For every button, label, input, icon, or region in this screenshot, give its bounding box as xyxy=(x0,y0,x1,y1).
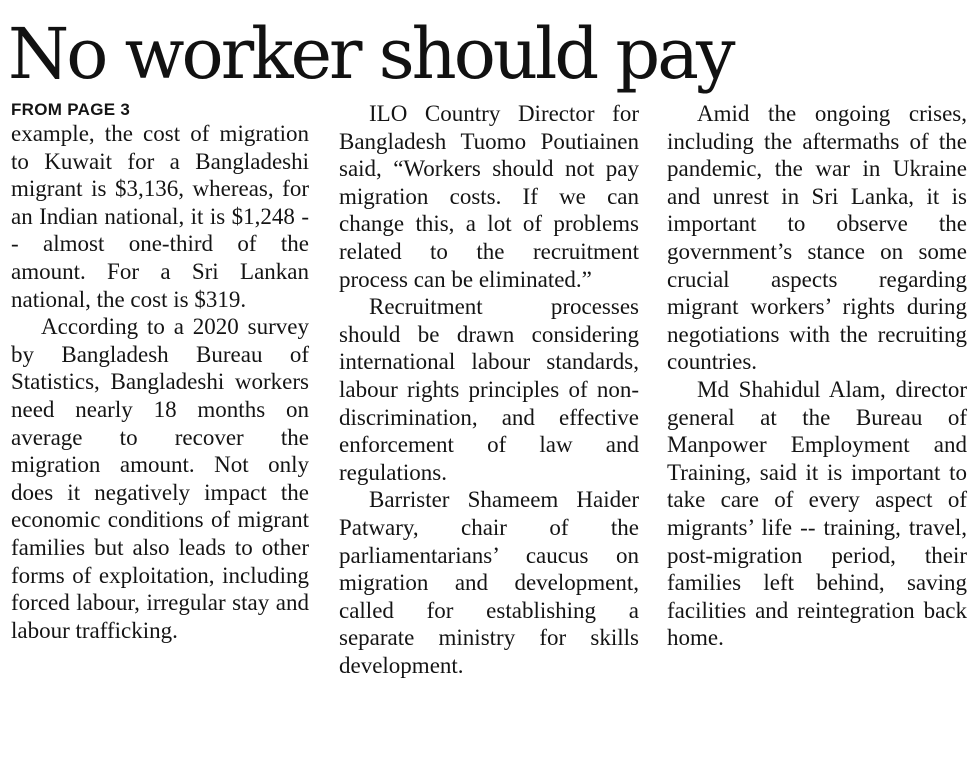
continued-from-kicker: FROM PAGE 3 xyxy=(11,100,131,119)
headline: No worker should pay xyxy=(8,13,733,95)
paragraph: example, the cost of migration to Kuwait for a Bangladeshi migrant is $3,136, whereas, for an Indian national, it is $1,248 -- almost one-third of the amount. For a Sri Lankan national, the cost is $319. xyxy=(11,121,309,312)
article-column-1 xyxy=(11,100,309,644)
paragraph: According to a 2020 survey by Bangladesh Bureau of Statistics, Bangladeshi workers need nearly 18 months on average to recover the migration amount. Not only does it negatively impact the economic conditions of migrant families but also leads to other forms of exploitation, including forced labour, irregular stay and labour trafficking. xyxy=(11,314,309,643)
paragraph: Md Shahidul Alam, director general at the Bureau of Manpower Employment and Training, said it is important to take care of every aspect of migrants’ life -- training, travel, post-migration period, their families left behind, saving facilities and reintegration back home. xyxy=(667,376,967,651)
paragraph: Recruitment processes should be drawn considering international labour standards, labour rights principles of non-discrimination, and effective enforcement of law and regulations. xyxy=(339,294,639,485)
paragraph: ILO Country Director for Bangladesh Tuomo Poutiainen said, “Workers should not pay migration costs. If we can change this, a lot of problems related to the recruitment process can be eliminated.” xyxy=(339,101,639,292)
article-column-2 xyxy=(339,100,639,679)
paragraph: Barrister Shameem Haider Patwary, chair of the parliamentarians’ caucus on migration and development, called for establishing a separate ministry for skills development. xyxy=(339,487,639,678)
article-column-3 xyxy=(667,100,967,652)
paragraph: Amid the ongoing crises, including the aftermaths of the pandemic, the war in Ukraine and unrest in Sri Lanka, it is important to observe the government’s stance on some crucial aspects regarding migrant workers’ rights during negotiations with the recruiting countries. xyxy=(667,101,967,375)
